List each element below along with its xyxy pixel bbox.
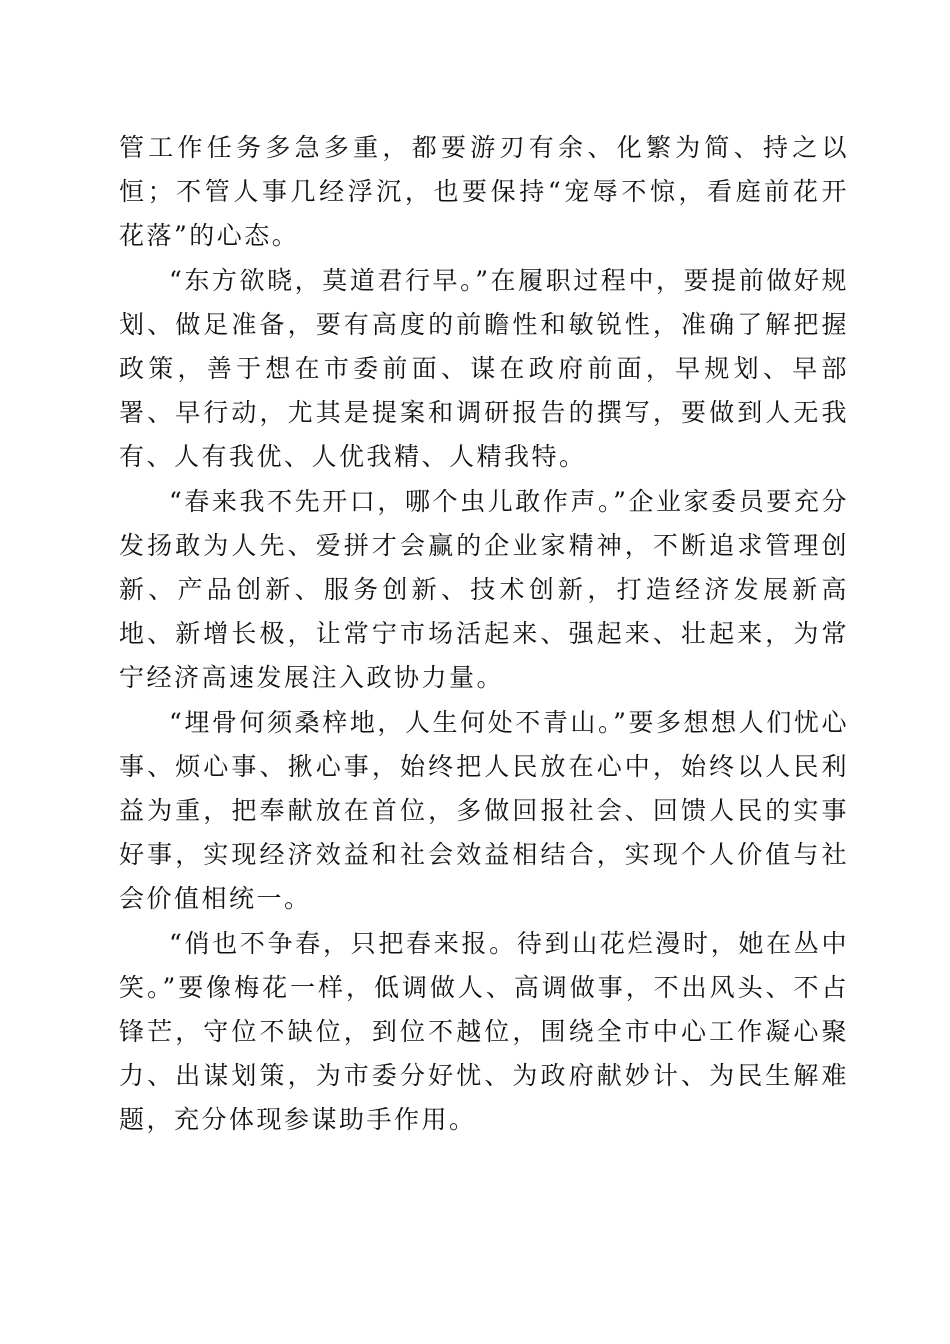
document-body	[119, 126, 849, 1143]
paragraph-maigu: “埋骨何须桑梓地，人生何处不青山。”要多想想人们忧心事、烦心事、揪心事，始终把人民放在心中，始终以人民利益为重，把奉献放在首位，多做回报社会、回馈人民的实事好事，实现经济效益和社会效益相结合，实现个人价值与社会价值相统一。	[119, 707, 849, 914]
paragraph-chunlai: “春来我不先开口，哪个虫儿敢作声。”企业家委员要充分发扬敢为人先、爱拼才会赢的企业家精神，不断追求管理创新、产品创新、服务创新、技术创新，打造经济发展新高地、新增长极，让常宁市场活起来、强起来、壮起来，为常宁经济高速发展注入政协力量。	[119, 486, 849, 693]
paragraph-dongfang: “东方欲晓，莫道君行早。”在履职过程中，要提前做好规划、做足准备，要有高度的前瞻性和敏锐性，准确了解把握政策，善于想在市委前面、谋在政府前面，早规划、早部署、早行动，尤其是提案和调研报告的撰写，要做到人无我有、人有我优、人优我精、人精我特。	[119, 265, 849, 472]
paragraph-qiaoye: “俏也不争春，只把春来报。待到山花烂漫时，她在丛中笑。”要像梅花一样，低调做人、高调做事，不出风头、不占锋芒，守位不缺位，到位不越位，围绕全市中心工作凝心聚力、出谋划策，为市委分好忧、为政府献妙计、为民生解难题，充分体现参谋助手作用。	[119, 928, 849, 1135]
paragraph-continuation: 管工作任务多急多重，都要游刃有余、化繁为简、持之以恒；不管人事几经浮沉，也要保持“宠辱不惊，看庭前花开花落”的心态。	[119, 133, 849, 251]
